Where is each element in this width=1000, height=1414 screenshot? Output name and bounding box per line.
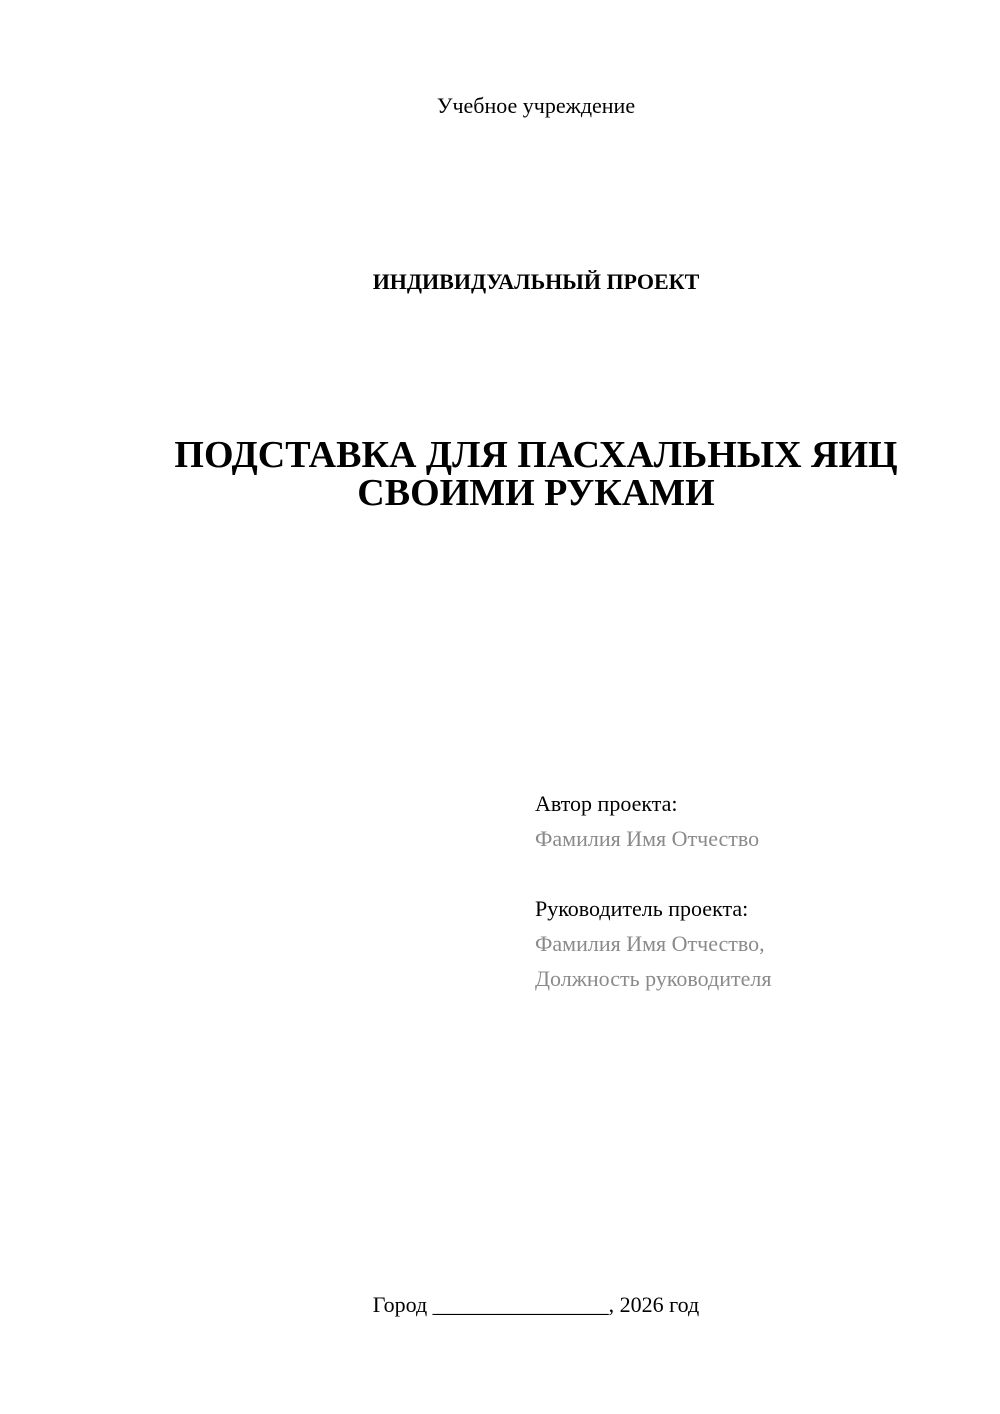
project-title [0, 436, 1000, 512]
project-title-line-1: ПОДСТАВКА ДЛЯ ПАСХАЛЬНЫХ ЯИЦ [174, 434, 898, 476]
supervisor-label: Руководитель проекта: [535, 896, 749, 921]
supervisor-position: Должность руководителя [535, 966, 772, 991]
supervisor-name: Фамилия Имя Отчество, [535, 931, 765, 956]
institution-name: Учебное учреждение [436, 93, 636, 118]
author-label: Автор проекта: [535, 791, 678, 816]
project-credits [535, 786, 771, 996]
author-name: Фамилия Имя Отчество [535, 826, 760, 851]
credits-spacer [535, 856, 771, 891]
city-year-line: Город ________________, 2026 год [372, 1292, 700, 1317]
project-type-heading: ИНДИВИДУАЛЬНЫЙ ПРОЕКТ [372, 269, 700, 294]
project-title-line-2: СВОИМИ РУКАМИ [357, 472, 715, 514]
